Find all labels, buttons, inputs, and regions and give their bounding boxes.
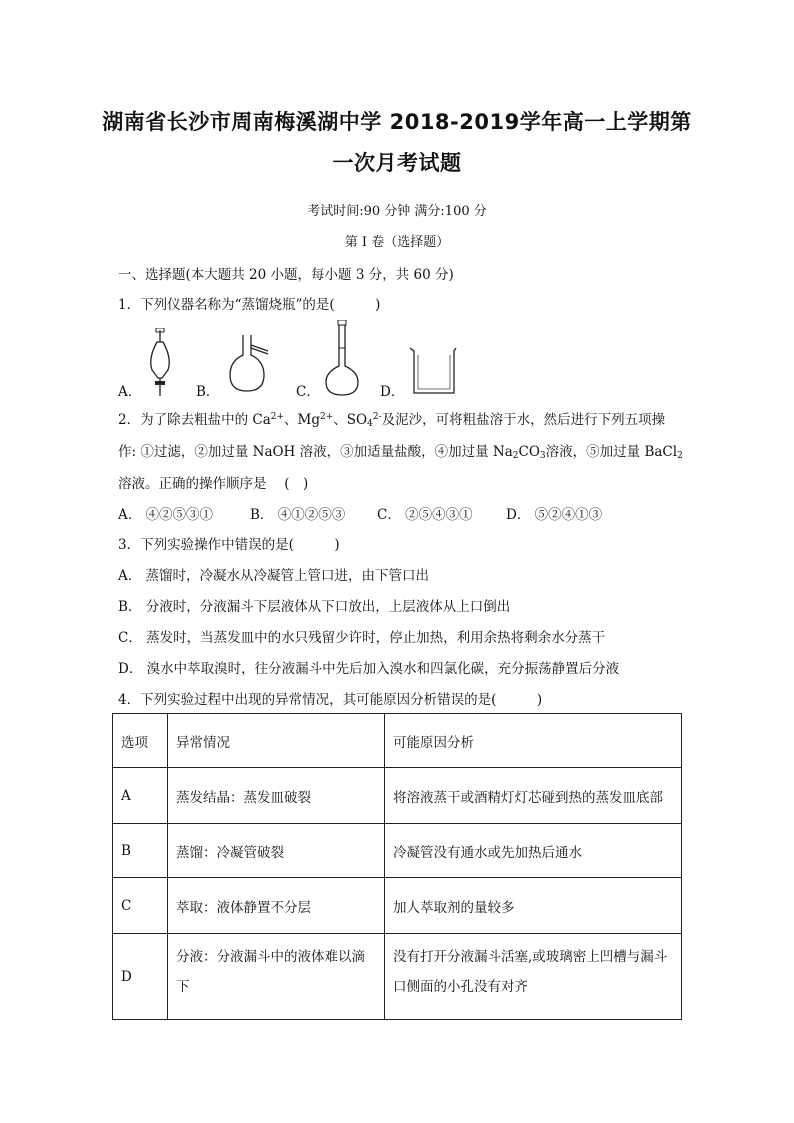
- table-cell: 蒸馏：冷凝管破裂: [168, 824, 385, 878]
- q4-table: [112, 713, 682, 1020]
- q3-option-a: A． 蒸馏时，冷凝水从冷凝管上管口进，由下管口出: [118, 568, 430, 584]
- table-cell: A: [113, 768, 168, 824]
- exam-info: 考试时间:90 分钟 满分:100 分: [307, 204, 487, 219]
- q2-option-a: A． ④②⑤③①: [118, 507, 214, 523]
- question-2-line3: 溶液。正确的操作顺序是 ( ): [118, 476, 309, 492]
- table-header-cell: 可能原因分析: [385, 714, 682, 768]
- q1-option-a-label: A．: [118, 384, 142, 400]
- table-row: [113, 768, 682, 824]
- beaker-icon: [408, 345, 458, 397]
- table-row: [113, 824, 682, 878]
- table-cell: D: [113, 934, 168, 1020]
- table-cell: 蒸发结晶：蒸发皿破裂: [168, 768, 385, 824]
- table-cell: 没有打开分液漏斗活塞,或玻璃密上凹槽与漏斗口侧面的小孔没有对齐: [385, 934, 682, 1020]
- q2-option-b: B． ④①②⑤③: [250, 507, 346, 523]
- question-2-line1: 2．为了除去粗盐中的 $Ca^{2+}$、$Mg^{2+}$、$SO_4^{2-}$及泥沙，可将粗盐溶于水，然后进行下列五项操: [118, 412, 666, 429]
- q3-option-d: D． 溴水中萃取溴时，往分液漏斗中先后加入溴水和四氯化碳，充分振荡静置后分液: [118, 661, 620, 677]
- table-header-cell: 选项: [113, 714, 168, 768]
- table-cell: 萃取：液体静置不分层: [168, 878, 385, 934]
- distillation-flask-icon: [226, 333, 272, 395]
- table-row: [113, 934, 682, 1020]
- table-cell: 加人萃取剂的量较多: [385, 878, 682, 934]
- volume-heading: 第 I 卷（选择题）: [344, 235, 450, 250]
- table-cell: B: [113, 824, 168, 878]
- table-cell: 将溶液蒸干或酒精灯灯芯碰到热的蒸发皿底部: [385, 768, 682, 824]
- q3-option-b: B． 分液时，分液漏斗下层液体从下口放出，上层液体从上口倒出: [118, 599, 511, 615]
- question-2-line2: 作: ①过滤，②加过量 NaOH 溶液，③加适量盐酸，④加过量 $Na_2CO_3$溶液，⑤加过量 BaCl$_2$: [118, 444, 683, 461]
- table-cell: 冷凝管没有通水或先加热后通水: [385, 824, 682, 878]
- table-row: [113, 878, 682, 934]
- separatory-funnel-icon: [140, 328, 180, 398]
- question-1-stem: 1．下列仪器名称为“蒸馏烧瓶”的是( ): [118, 297, 381, 313]
- section-heading: 一、选择题(本大题共 20 小题，每小题 3 分，共 60 分): [118, 267, 454, 283]
- table-header-cell: 异常情况: [168, 714, 385, 768]
- table-header-row: [113, 714, 682, 768]
- q2-option-d: D． ⑤②④①③: [506, 507, 603, 523]
- question-4-stem: 4．下列实验过程中出现的异常情况，其可能原因分析错误的是( ): [118, 692, 543, 708]
- q3-option-c: C． 蒸发时，当蒸发皿中的水只残留少许时，停止加热，利用余热将剩余水分蒸干: [118, 630, 606, 646]
- q2-option-c: C． ②⑤④③①: [377, 507, 473, 523]
- question-3-stem: 3．下列实验操作中错误的是( ): [118, 537, 340, 553]
- table-cell: C: [113, 878, 168, 934]
- q1-option-b-label: B．: [196, 384, 220, 400]
- q1-option-d-label: D．: [380, 384, 405, 400]
- volumetric-flask-icon: [322, 320, 362, 398]
- page-title-line2: 一次月考试题: [332, 151, 462, 175]
- table-cell: 分液：分液漏斗中的液体难以滴下: [168, 934, 385, 1020]
- page-title-line1: 湖南省长沙市周南梅溪湖中学 2018-2019学年高一上学期第: [102, 110, 692, 134]
- q1-option-c-label: C．: [296, 384, 320, 400]
